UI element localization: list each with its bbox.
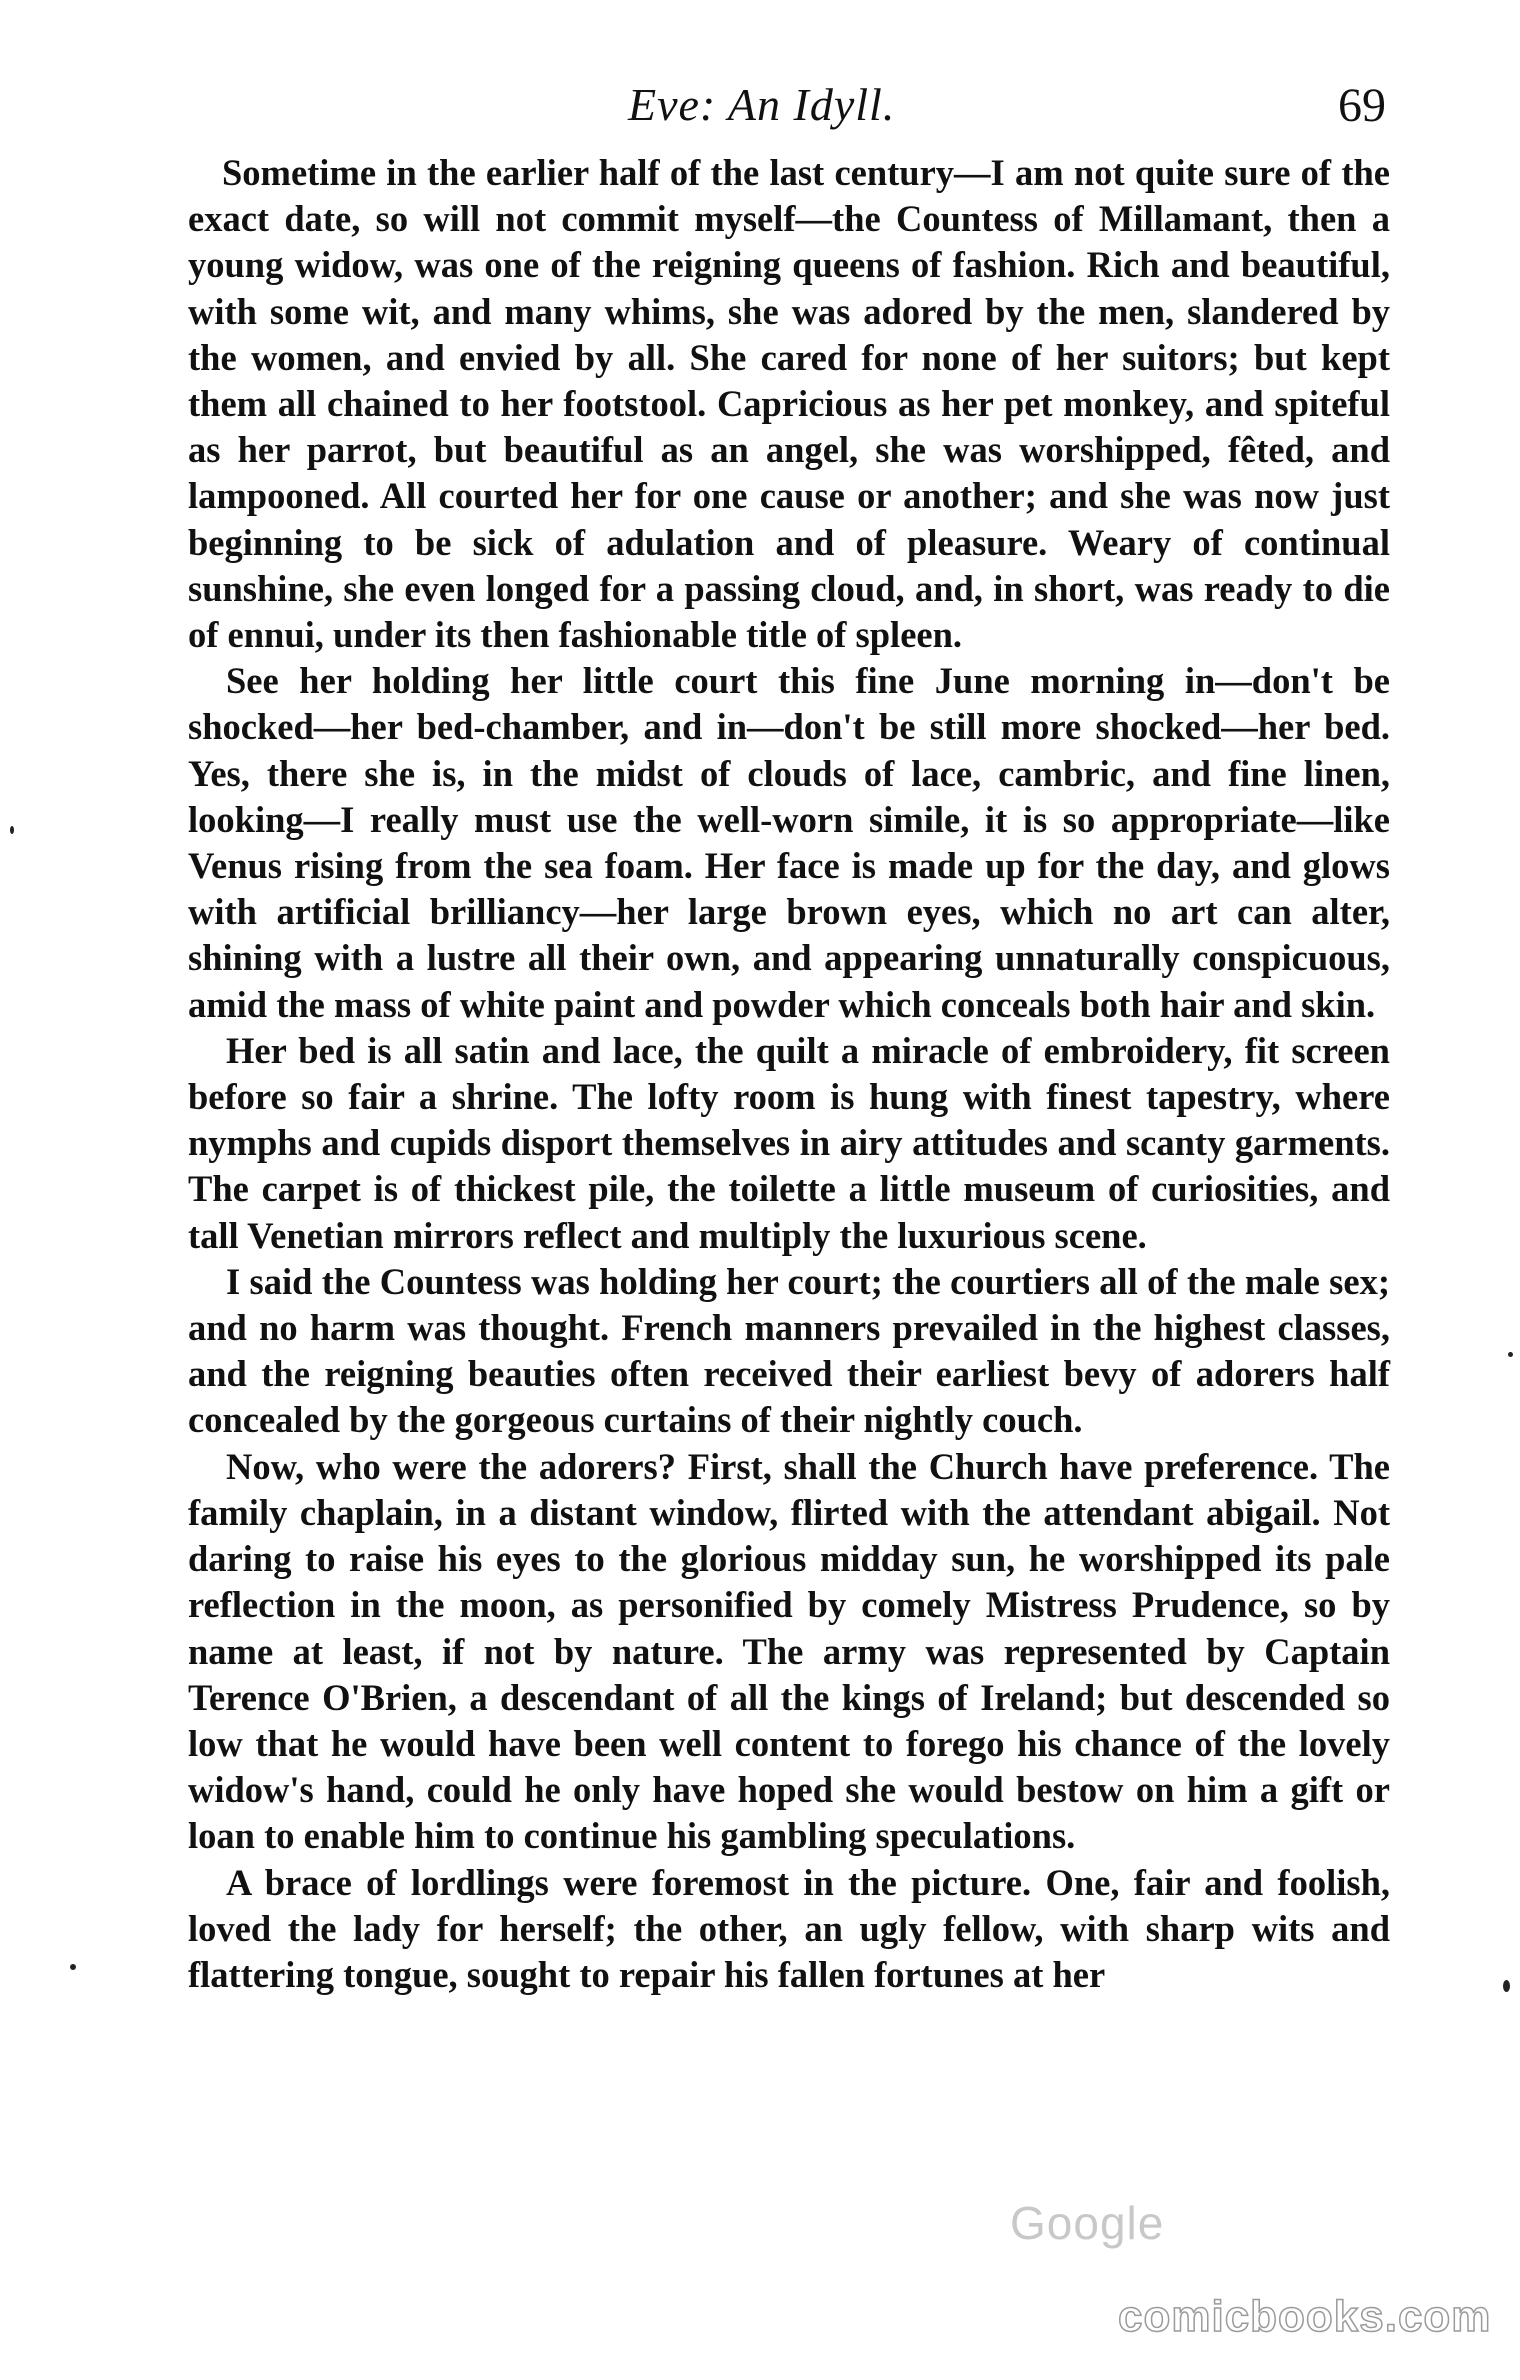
paragraph: See her holding her little court this fine June morning in—don't be shocked—her bed-chamber, and in—don't be still more shocked—her bed. Yes, there she is, in the midst of clouds of lace, cambric, and fine linen, looking—I really must use the well-worn simile, it is so appropriate—like Venus rising from the sea foam. Her face is made up for the day, and glows with artificial brilliancy—her large brown eyes, which no art can alter, shining with a lustre all their own, and appearing unnaturally conspicuous, amid the mass of white paint and powder which conceals both hair and skin. xyxy=(188,660,1390,1025)
margin-speck xyxy=(70,1964,76,1970)
margin-speck xyxy=(10,826,14,834)
running-title: Eve: An Idyll. xyxy=(628,79,896,130)
paragraph: Her bed is all satin and lace, the quilt a miracle of embroidery, fit screen before so fair a shrine. The lofty room is hung with finest tapestry, where nymphs and cupids disport themselves in airy attitudes and scanty garments. The carpet is of thickest pile, the toilette a little museum of curiosities, and tall Venetian mirrors reflect and multiply the luxurious scene. xyxy=(188,1029,1390,1256)
margin-speck xyxy=(1508,1352,1513,1357)
paragraph: Now, who were the adorers? First, shall the Church have preference. The family chaplain, in a distant window, flirted with the attendant abigail. Not daring to raise his eyes to the glorious midday sun, he worshipped its pale reflection in the moon, as personified by comely Mistress Prudence, so by name at least, if not by nature. The army was represented by Captain Terence O'Brien, a descendant of all the kings of Ireland; but descended so low that he would have been well content to forego his chance of the lovely widow's hand, could he only have hoped she would bestow on him a gift or loan to enable him to continue his gambling speculations. xyxy=(188,1445,1390,1857)
page-header xyxy=(0,78,1520,148)
paragraph: Sometime in the earlier half of the last century—I am not quite sure of the exact date, so will not commit myself—the Countess of Millamant, then a young widow, was one of the reigning queens of fashion. Rich and beautiful, with some wit, and many whims, she was adored by the men, slandered by the women, and envied by all. She cared for none of her suitors; but kept them all chained to her footstool. Capricious as her pet monkey, and spiteful as her parrot, but beautiful as an angel, she was worshipped, fêted, and lampooned. All courted her for one cause or another; and she was now just beginning to be sick of adulation and of pleasure. Weary of continual sunshine, she even longed for a passing cloud, and, in short, was ready to die of ennui, under its then fashionable title of spleen. xyxy=(188,152,1390,656)
body-text xyxy=(188,150,1390,1998)
site-watermark: comicbooks.com xyxy=(1118,2292,1492,2341)
paragraph: I said the Countess was holding her court; the courtiers all of the male sex; and no harm was thought. French manners prevailed in the highest classes, and the reigning beauties often received their earliest bevy of adorers half concealed by the gorgeous curtains of their nightly couch. xyxy=(188,1260,1390,1441)
margin-speck xyxy=(1503,1980,1510,1992)
paragraph: A brace of lordlings were foremost in the picture. One, fair and foolish, loved the lady for herself; the other, an ugly fellow, with sharp wits and flattering tongue, sought to repair his fallen fortunes at her xyxy=(188,1861,1390,1995)
google-watermark: Google xyxy=(1010,2197,1165,2249)
page-number: 69 xyxy=(1338,79,1386,132)
